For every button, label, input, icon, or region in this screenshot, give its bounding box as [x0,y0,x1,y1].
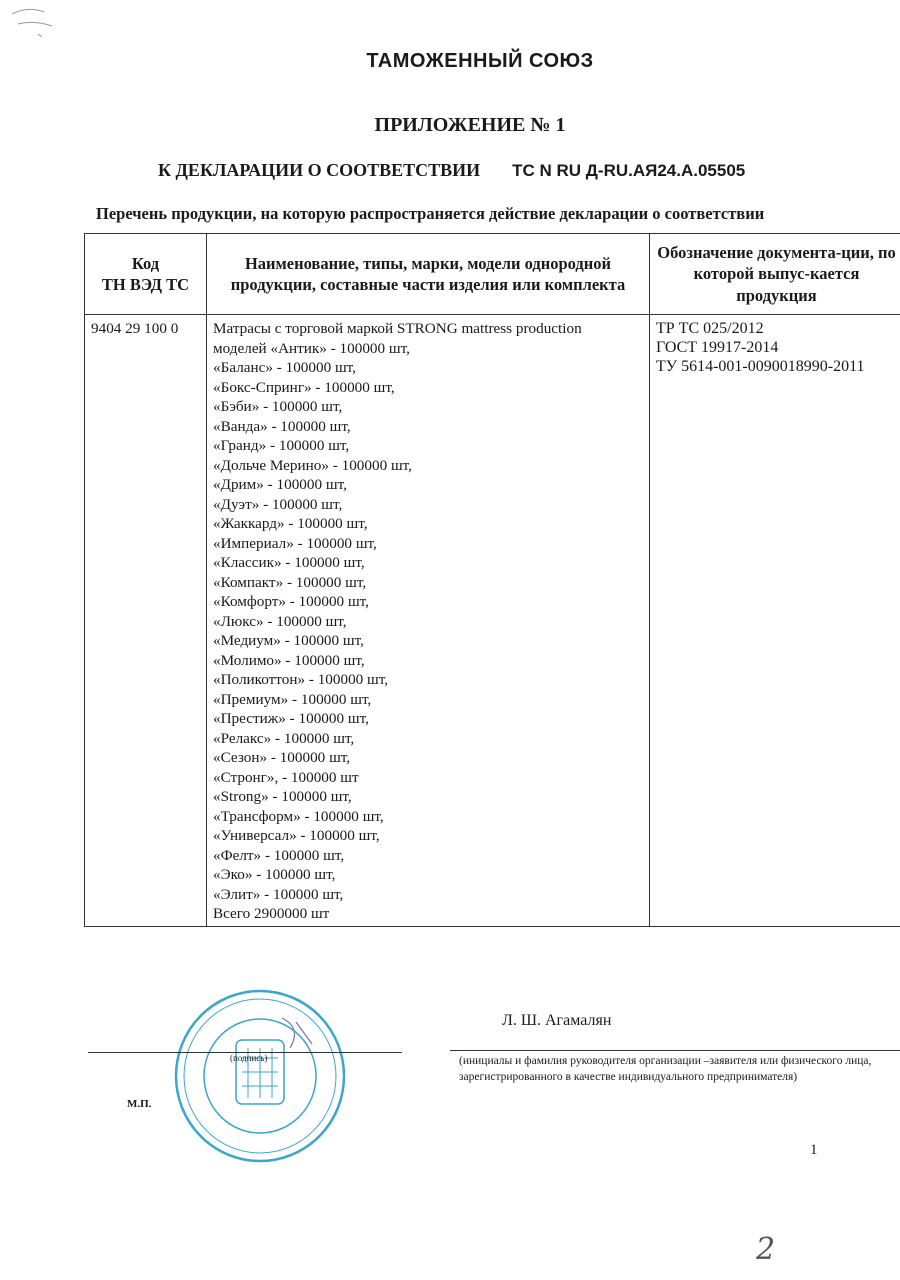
product-line: «Премиум» - 100000 шт, [213,690,372,708]
header-doc: Обозначение документа-ции, по которой выпус-кается продукция [650,234,900,315]
product-line: «Универсал» - 100000 шт, [213,827,380,844]
product-line: «Комфорт» - 100000 шт, [213,593,369,610]
product-line: «Империал» - 100000 шт, [213,534,377,552]
product-line: «Бэби» - 100000 шт, [213,398,343,415]
declaration-title [158,160,745,181]
product-line: Матрасы с торговой маркой STRONG mattress production [213,320,582,337]
product-line: «Дрим» - 100000 шт, [213,476,347,493]
product-line: «Релакс» - 100000 шт, [213,729,355,747]
product-line: «Ванда» - 100000 шт, [213,417,351,435]
doc-reference: ТР ТС 025/2012 [656,320,764,337]
product-line: «Молимо» - 100000 шт, [213,651,365,669]
product-line: «Сезон» - 100000 шт, [213,749,351,766]
product-line: «Трансформ» - 100000 шт, [213,807,384,825]
product-line: «Элит» - 100000 шт, [213,885,344,903]
stamp-place-label: М.П. [127,1098,152,1110]
declaration-prefix: К ДЕКЛАРАЦИИ О СООТВЕТСТВИИ [158,160,481,180]
product-line: «Престиж» - 100000 шт, [213,710,369,727]
product-line: «Жаккард» - 100000 шт, [213,515,368,532]
signature-caption: (подпись) [230,1053,268,1063]
product-line: «Гранд» - 100000 шт, [213,437,350,454]
scribble-mark [8,4,88,44]
company-stamp [172,988,348,1164]
header-name: Наименование, типы, марки, модели однородной продукции, составные части изделия или комплекта [207,234,650,315]
product-line: Всего 2900000 шт [213,905,330,922]
doc-reference: ТУ 5614-001-0090018990-2011 [656,358,865,375]
product-line: «Эко» - 100000 шт, [213,866,336,883]
doc-reference: ГОСТ 19917-2014 [656,339,779,356]
product-line: «Дуэт» - 100000 шт, [213,495,343,513]
list-title: Перечень продукции, на которую распространяется действие декларации о соответствии [96,204,765,223]
cell-code: 9404 29 100 0 [85,315,207,927]
handwritten-number: 2 [756,1232,776,1267]
product-line: «Strong» - 100000 шт, [213,788,352,805]
table-row [85,315,900,927]
signer-name: Л. Ш. Агамалян [502,1012,612,1029]
product-line: «Классик» - 100000 шт, [213,554,365,571]
header-code-line2: ТН ВЭД ТС [101,275,190,294]
header-code [85,234,207,315]
product-line: «Фелт» - 100000 шт, [213,846,345,864]
page-number: 1 [810,1142,818,1158]
product-line: «Медиум» - 100000 шт, [213,632,364,649]
product-line: «Компакт» - 100000 шт, [213,573,367,591]
table-header-row [85,234,900,315]
appendix-title: ПРИЛОЖЕНИЕ № 1 [374,114,566,136]
declaration-number: ТС N RU Д-RU.АЯ24.А.05505 [512,161,746,180]
product-line: «Люкс» - 100000 шт, [213,612,347,630]
header-code-line1: Код [131,253,160,273]
products-table [84,233,900,927]
cell-items [207,315,650,927]
union-title: ТАМОЖЕННЫЙ СОЮЗ [366,50,594,72]
cell-docs [650,315,900,927]
signer-note: (инициалы и фамилия руководителя организации –заявителя или физического лица, зарегистрированного в качестве индивидуального предпринимателя) [459,1055,872,1083]
product-line: «Дольче Мерино» - 100000 шт, [213,456,412,474]
product-line: моделей «Антик» - 100000 шт, [213,339,410,357]
product-line: «Стронг», - 100000 шт [213,768,359,786]
product-line: «Поликоттон» - 100000 шт, [213,671,389,688]
product-line: «Бокс-Спринг» - 100000 шт, [213,378,395,396]
product-line: «Баланс» - 100000 шт, [213,359,356,376]
name-line [450,1050,900,1051]
